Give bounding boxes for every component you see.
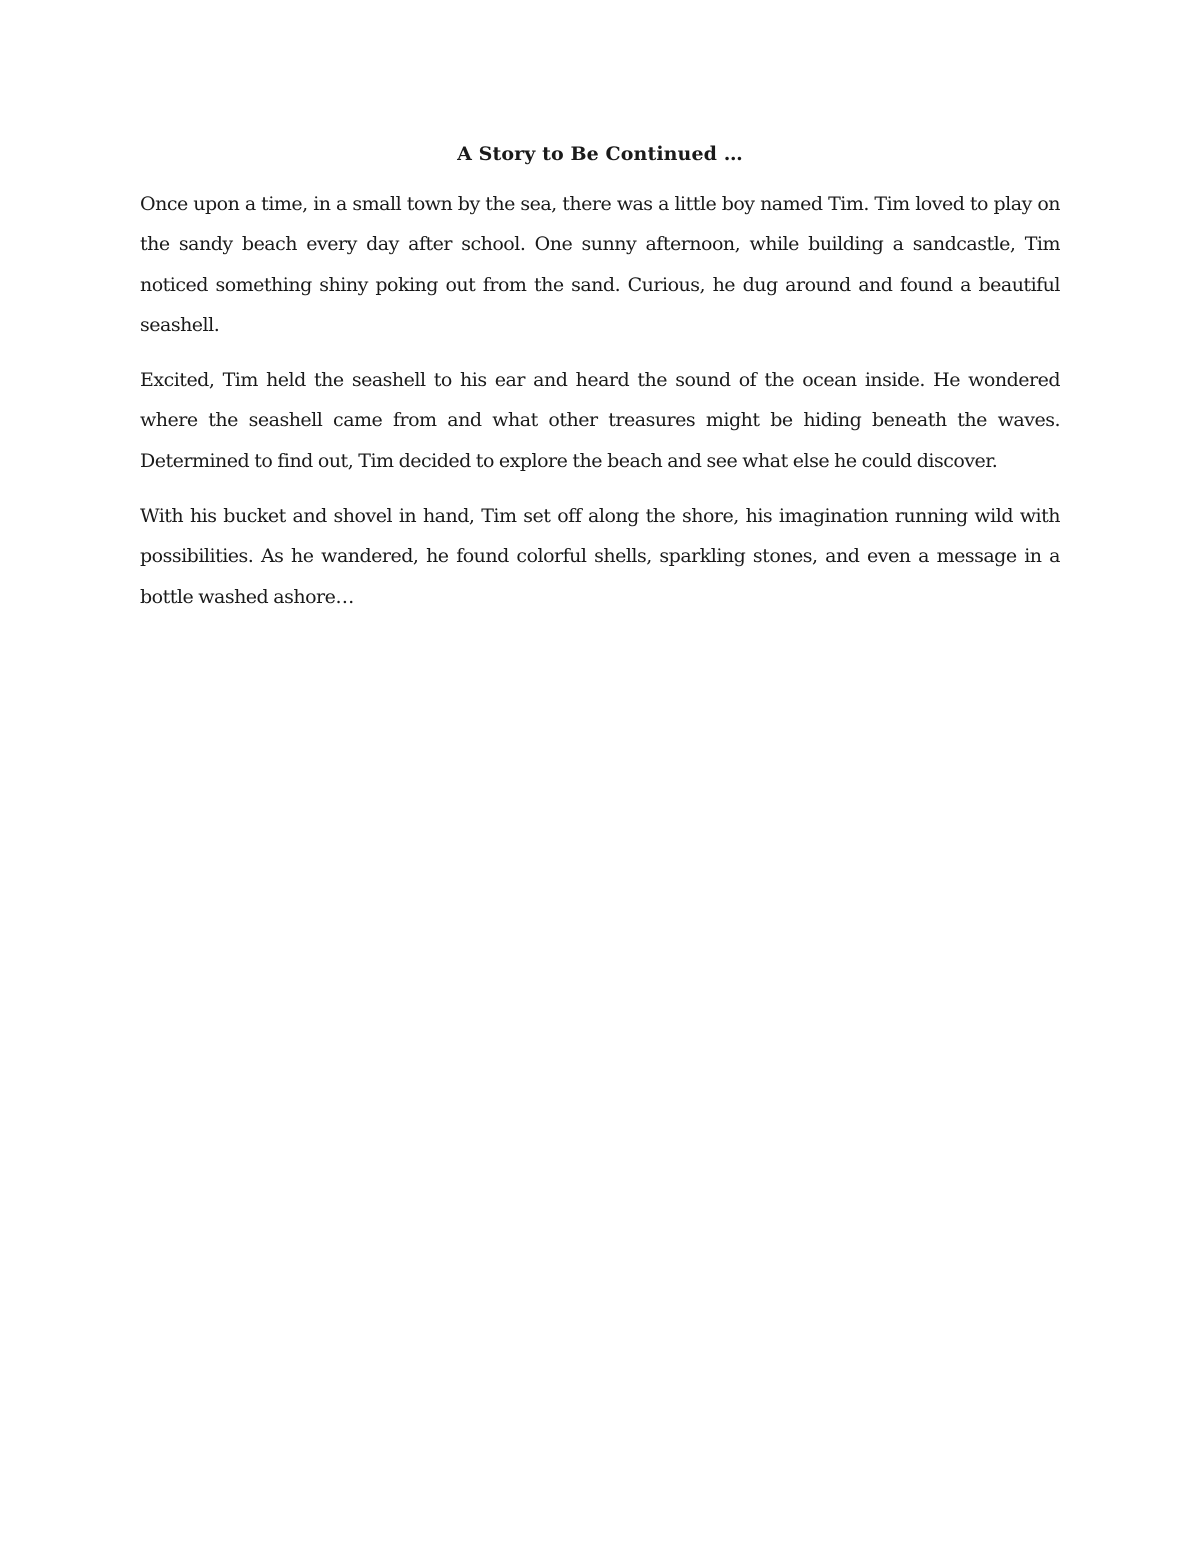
paragraph-1: Once upon a time, in a small town by the sea, there was a little boy named Tim. Tim loved to play on the sandy beach every day after school. One sunny afternoon, while building a sandcastle, Tim noticed something shiny poking out from the sand. Curious, he dug around and found a beautiful seashell.	[140, 193, 1060, 336]
document-body	[140, 138, 1060, 632]
paragraph-2: Excited, Tim held the seashell to his ear and heard the sound of the ocean inside. He wondered where the seashell came from and what other treasures might be hiding beneath the waves. Determined to find out, Tim decided to explore the beach and see what else he could discover.	[140, 369, 1060, 472]
document-title: A Story to Be Continued …	[457, 143, 743, 165]
paragraph-3: With his bucket and shovel in hand, Tim set off along the shore, his imagination running wild with possibilities. As he wandered, he found colorful shells, sparkling stones, and even a message in a bottle washed ashore…	[140, 505, 1060, 608]
